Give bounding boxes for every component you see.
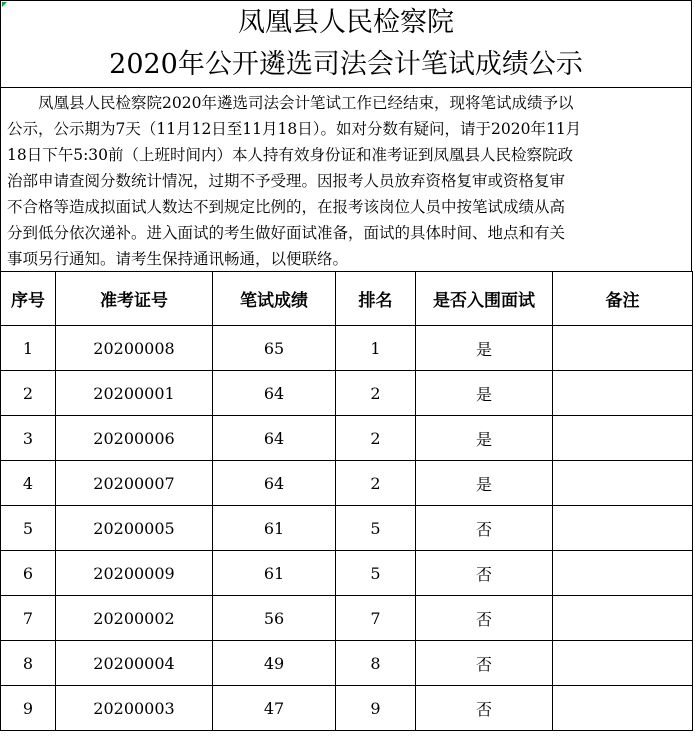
cell-seq[interactable]: 4 [1, 461, 56, 506]
table-row [1, 371, 693, 416]
cell-rank[interactable]: 7 [336, 596, 416, 641]
cell-rank[interactable]: 2 [336, 461, 416, 506]
table-row [1, 596, 693, 641]
notice-line: 不合格等造成拟面试人数达不到规定比例的，在报考该岗位人员中按笔试成绩从高 [7, 198, 566, 216]
cell-score[interactable]: 61 [213, 506, 336, 551]
cell-exam-id[interactable]: 20200005 [56, 506, 213, 551]
cell-interview[interactable]: 是 [416, 416, 553, 461]
table-row [1, 461, 693, 506]
cell-exam-id[interactable]: 20200001 [56, 371, 213, 416]
header-interview[interactable]: 是否入围面试 [416, 272, 553, 326]
header-rank[interactable]: 排名 [336, 272, 416, 326]
cell-score[interactable]: 61 [213, 551, 336, 596]
cell-interview[interactable]: 否 [416, 551, 553, 596]
cell-rank[interactable]: 1 [336, 326, 416, 371]
cell-rank[interactable]: 8 [336, 641, 416, 686]
cell-interview[interactable]: 否 [416, 686, 553, 731]
cell-rank[interactable]: 9 [336, 686, 416, 731]
cell-interview[interactable]: 否 [416, 506, 553, 551]
cell-score[interactable]: 64 [213, 416, 336, 461]
table-row [1, 686, 693, 731]
cell-score[interactable]: 65 [213, 326, 336, 371]
cell-exam-id[interactable]: 20200006 [56, 416, 213, 461]
cell-remark[interactable] [553, 551, 693, 596]
cell-seq[interactable]: 9 [1, 686, 56, 731]
notice-paragraph [0, 88, 692, 271]
title-area[interactable] [0, 0, 692, 88]
notice-line: 凤凰县人民检察院2020年遴选司法会计笔试工作已经结束，现将笔试成绩予以 [7, 94, 574, 112]
header-seq[interactable]: 序号 [1, 272, 56, 326]
cell-remark[interactable] [553, 326, 693, 371]
cell-interview[interactable]: 是 [416, 371, 553, 416]
table-row [1, 416, 693, 461]
cell-remark[interactable] [553, 506, 693, 551]
notice-line: 事项另行通知。请考生保持通讯畅通，以便联络。 [7, 250, 349, 268]
header-remark[interactable]: 备注 [553, 272, 693, 326]
header-score[interactable]: 笔试成绩 [213, 272, 336, 326]
cell-exam-id[interactable]: 20200008 [56, 326, 213, 371]
cell-seq[interactable]: 5 [1, 506, 56, 551]
table-row [1, 506, 693, 551]
notice-line: 公示，公示期为7天（11月12日至11月18日）。如对分数有疑问，请于2020年11月 [7, 120, 582, 138]
cell-remark[interactable] [553, 641, 693, 686]
cell-rank[interactable]: 5 [336, 506, 416, 551]
cell-exam-id[interactable]: 20200007 [56, 461, 213, 506]
cell-score[interactable]: 47 [213, 686, 336, 731]
cell-score[interactable]: 49 [213, 641, 336, 686]
cell-interview[interactable]: 否 [416, 596, 553, 641]
page-title-organization: 凤凰县人民检察院 [238, 7, 454, 38]
page-title-announcement: 2020年公开遴选司法会计笔试成绩公示 [109, 49, 583, 80]
cell-remark[interactable] [553, 461, 693, 506]
cell-rank[interactable]: 5 [336, 551, 416, 596]
cell-remark[interactable] [553, 596, 693, 641]
cell-exam-id[interactable]: 20200003 [56, 686, 213, 731]
cell-seq[interactable]: 8 [1, 641, 56, 686]
cell-exam-id[interactable]: 20200002 [56, 596, 213, 641]
notice-line: 18日下午5:30前（上班时间内）本人持有效身份证和准考证到凤凰县人民检察院政 [7, 146, 574, 164]
cell-rank[interactable]: 2 [336, 371, 416, 416]
cell-remark[interactable] [553, 371, 693, 416]
cell-seq[interactable]: 3 [1, 416, 56, 461]
cell-exam-id[interactable]: 20200004 [56, 641, 213, 686]
cell-seq[interactable]: 2 [1, 371, 56, 416]
header-exam-id[interactable]: 准考证号 [56, 272, 213, 326]
cell-seq[interactable]: 6 [1, 551, 56, 596]
cell-seq[interactable]: 7 [1, 596, 56, 641]
cell-remark[interactable] [553, 686, 693, 731]
table-row [1, 641, 693, 686]
cell-score[interactable]: 64 [213, 461, 336, 506]
cell-interview[interactable]: 是 [416, 326, 553, 371]
cell-seq[interactable]: 1 [1, 326, 56, 371]
table-row [1, 551, 693, 596]
cell-score[interactable]: 56 [213, 596, 336, 641]
cell-interview[interactable]: 是 [416, 461, 553, 506]
score-table [0, 271, 693, 731]
cell-remark[interactable] [553, 416, 693, 461]
table-header-row [1, 272, 693, 326]
notice-line: 治部申请查阅分数统计情况，过期不予受理。因报考人员放弃资格复审或资格复审 [7, 172, 566, 190]
cell-interview[interactable]: 否 [416, 641, 553, 686]
notice-line: 分到低分依次递补。进入面试的考生做好面试准备，面试的具体时间、地点和有关 [7, 224, 566, 242]
cell-exam-id[interactable]: 20200009 [56, 551, 213, 596]
table-row [1, 326, 693, 371]
cell-rank[interactable]: 2 [336, 416, 416, 461]
cell-score[interactable]: 64 [213, 371, 336, 416]
